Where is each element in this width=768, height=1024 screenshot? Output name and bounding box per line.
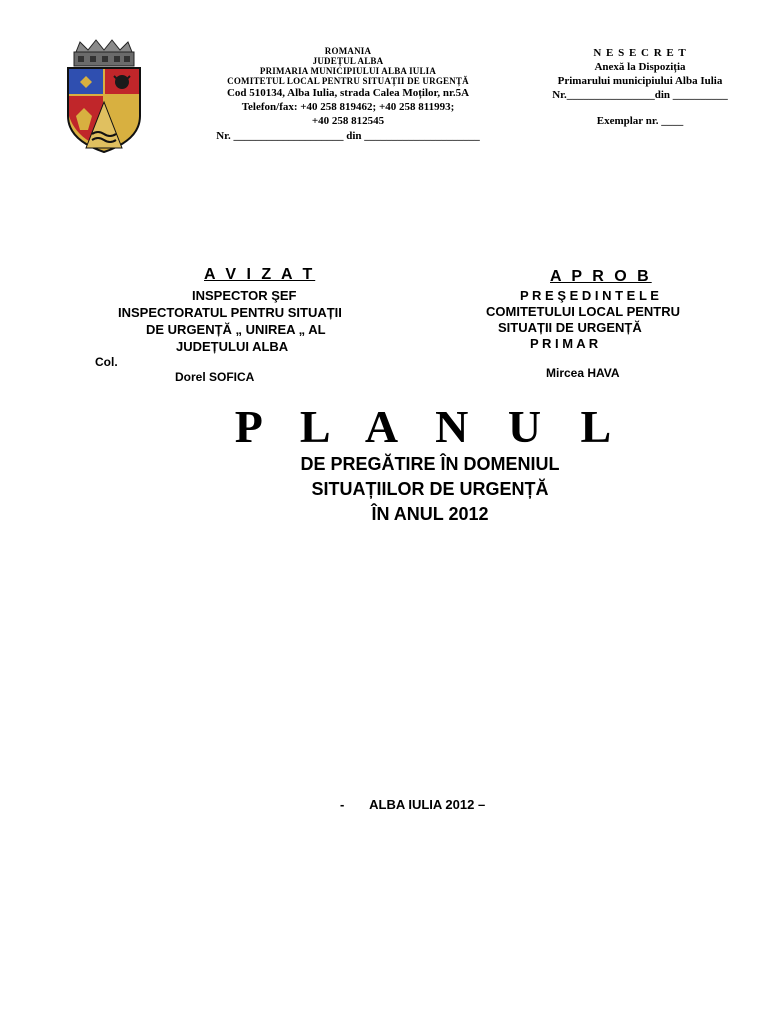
subtitle-line-1: DE PREGĂTIRE ÎN DOMENIUL bbox=[300, 454, 560, 474]
avizat-line-4: JUDEȚULUI ALBA bbox=[176, 339, 289, 354]
header-city-hall: PRIMARIA MUNICIPIULUI ALBA IULIA bbox=[259, 66, 437, 76]
coat-of-arms-icon bbox=[62, 38, 146, 156]
footer-place-date bbox=[340, 797, 485, 812]
avizat-line-1: INSPECTOR ŞEF bbox=[192, 288, 297, 303]
aprob-line-4: P R I M A R bbox=[530, 336, 599, 351]
document-title: P L A N U L bbox=[234, 401, 626, 452]
footer-text: ALBA IULIA 2012 – bbox=[369, 797, 486, 812]
header-address: Cod 510134, Alba Iulia, strada Calea Moților, nr.5A bbox=[226, 87, 470, 99]
subtitle-line-2: SITUAȚIILOR DE URGENȚĂ bbox=[311, 479, 549, 499]
footer-dash: - bbox=[340, 797, 345, 812]
header-committee: COMITETUL LOCAL PENTRU SITUAȚII DE URGENȚĂ bbox=[227, 76, 469, 86]
disposition-number: Nr.________________din __________ bbox=[552, 89, 728, 101]
mayor-label: Primarului municipiului Alba Iulia bbox=[557, 75, 723, 87]
header-country: ROMANIA bbox=[324, 46, 372, 56]
copy-number: Exemplar nr. ____ bbox=[596, 115, 684, 127]
classification-block bbox=[540, 46, 740, 128]
aprob-signatory-name: Mircea HAVA bbox=[546, 366, 620, 380]
subtitle-line-3: ÎN ANUL 2012 bbox=[371, 504, 489, 524]
avizat-line-3: DE URGENȚĂ „ UNIREA „ AL bbox=[146, 322, 326, 337]
aprob-line-2: COMITETULUI LOCAL PENTRU bbox=[486, 304, 681, 319]
header-phone: Telefon/fax: +40 258 819462; +40 258 811993; bbox=[241, 101, 455, 113]
document-subtitle bbox=[0, 452, 768, 527]
aprob-line-3: SITUAȚII DE URGENȚĂ bbox=[498, 320, 642, 335]
avizat-signatory-name: Dorel SOFICA bbox=[175, 370, 255, 384]
aprob-line-1: P R E Ş E D I N T E L E bbox=[520, 288, 659, 303]
classification-label: N E S E C R E T bbox=[593, 47, 687, 59]
aprob-title: A P R O B bbox=[550, 268, 652, 285]
header-phone-2: +40 258 812545 bbox=[311, 115, 385, 127]
avizat-title: A V I Z A T bbox=[204, 266, 316, 283]
header-registration-number: Nr. ____________________ din _____________________ bbox=[216, 130, 480, 142]
avizat-line-2: INSPECTORATUL PENTRU SITUAȚII bbox=[118, 305, 342, 320]
annex-label: Anexă la Dispoziția bbox=[594, 61, 686, 73]
avizat-rank: Col. bbox=[95, 355, 118, 369]
header-county: JUDEȚUL ALBA bbox=[312, 56, 384, 66]
institution-header bbox=[188, 46, 508, 143]
